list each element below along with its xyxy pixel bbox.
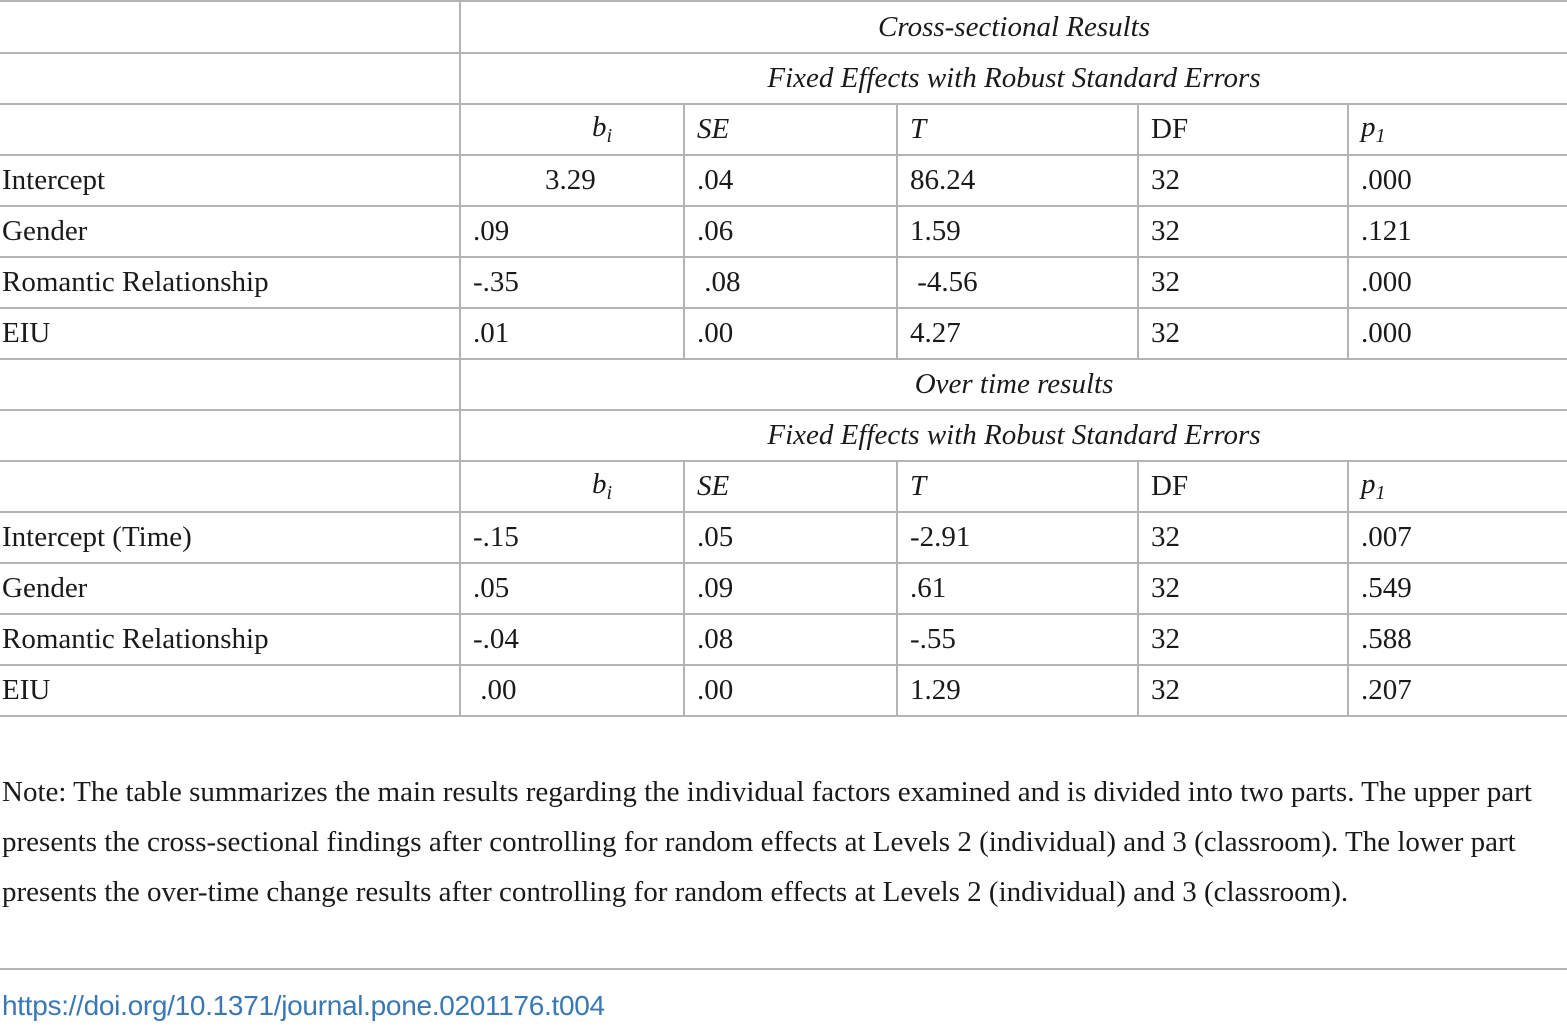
cell-se: .09 xyxy=(684,563,897,614)
row-label: Gender xyxy=(0,563,460,614)
cell-t: -2.91 xyxy=(897,512,1138,563)
cell-t: .61 xyxy=(897,563,1138,614)
cell-b: .05 xyxy=(460,563,684,614)
cell-p: .000 xyxy=(1348,155,1567,206)
table-row xyxy=(0,563,1567,614)
table-row xyxy=(0,308,1567,359)
cell-p: .549 xyxy=(1348,563,1567,614)
row-label: Intercept (Time) xyxy=(0,512,460,563)
cell-b: 3.29 xyxy=(460,155,684,206)
cell-se: .00 xyxy=(684,308,897,359)
table-row xyxy=(0,257,1567,308)
footer-divider xyxy=(0,968,1567,970)
cell-b: .01 xyxy=(460,308,684,359)
table-row xyxy=(0,614,1567,665)
cell-p: .000 xyxy=(1348,257,1567,308)
section-subtitle-row xyxy=(0,410,1567,461)
column-header-row xyxy=(0,104,1567,155)
cell-p: .007 xyxy=(1348,512,1567,563)
col-header-se: SE xyxy=(684,104,897,155)
row-label: Intercept xyxy=(0,155,460,206)
cell-df: 32 xyxy=(1138,206,1348,257)
cell-df: 32 xyxy=(1138,665,1348,716)
doi-link[interactable]: https://doi.org/10.1371/journal.pone.0201176.t004 xyxy=(2,990,605,1021)
col-header-t: T xyxy=(897,104,1138,155)
cell-t: 86.24 xyxy=(897,155,1138,206)
section-subtitle: Fixed Effects with Robust Standard Errors xyxy=(460,53,1567,104)
col-header-df: DF xyxy=(1138,461,1348,512)
cell-se: .06 xyxy=(684,206,897,257)
col-header-se: SE xyxy=(684,461,897,512)
section-title-row xyxy=(0,1,1567,53)
cell-b: .00 xyxy=(460,665,684,716)
col-header-t: T xyxy=(897,461,1138,512)
cell-df: 32 xyxy=(1138,512,1348,563)
cell-se: .04 xyxy=(684,155,897,206)
col-header-p: $p_1$ xyxy=(1348,104,1567,155)
row-label: Gender xyxy=(0,206,460,257)
row-label: EIU xyxy=(0,308,460,359)
cell-se: .08 xyxy=(684,257,897,308)
col-header-p: $p_1$ xyxy=(1348,461,1567,512)
cell-se: .08 xyxy=(684,614,897,665)
cell-b: -.15 xyxy=(460,512,684,563)
table-row xyxy=(0,665,1567,716)
section-title: Cross-sectional Results xyxy=(460,1,1567,53)
col-header-b: $b_i$ xyxy=(460,104,684,155)
cell-t: -.55 xyxy=(897,614,1138,665)
cell-df: 32 xyxy=(1138,257,1348,308)
col-header-b: $b_i$ xyxy=(460,461,684,512)
cell-df: 32 xyxy=(1138,563,1348,614)
table-note: Note: The table summarizes the main results regarding the individual factors examined and is divided into two parts. The upper part presents the cross-sectional findings after controlling for random effects at Levels 2 (individual) and 3 (classroom). The lower part presents the over-time change results after controlling for random effects at Levels 2 (individual) and 3 (classroom). xyxy=(2,776,1532,908)
cell-df: 32 xyxy=(1138,155,1348,206)
cell-se: .05 xyxy=(684,512,897,563)
section-title-row xyxy=(0,359,1567,410)
col-header-df: DF xyxy=(1138,104,1348,155)
cell-df: 32 xyxy=(1138,614,1348,665)
row-label: EIU xyxy=(0,665,460,716)
cell-b: -.35 xyxy=(460,257,684,308)
cell-p: .000 xyxy=(1348,308,1567,359)
table-row xyxy=(0,155,1567,206)
cell-df: 32 xyxy=(1138,308,1348,359)
table-row xyxy=(0,206,1567,257)
cell-t: -4.56 xyxy=(897,257,1138,308)
cell-p: .207 xyxy=(1348,665,1567,716)
cell-t: 1.59 xyxy=(897,206,1138,257)
row-label: Romantic Relationship xyxy=(0,614,460,665)
table-row xyxy=(0,512,1567,563)
cell-p: .588 xyxy=(1348,614,1567,665)
section-subtitle: Fixed Effects with Robust Standard Errors xyxy=(460,410,1567,461)
cell-p: .121 xyxy=(1348,206,1567,257)
section-subtitle-row xyxy=(0,53,1567,104)
cell-b: .09 xyxy=(460,206,684,257)
column-header-row xyxy=(0,461,1567,512)
row-label: Romantic Relationship xyxy=(0,257,460,308)
cell-t: 1.29 xyxy=(897,665,1138,716)
cell-b: -.04 xyxy=(460,614,684,665)
section-title: Over time results xyxy=(460,359,1567,410)
cell-se: .00 xyxy=(684,665,897,716)
cell-t: 4.27 xyxy=(897,308,1138,359)
